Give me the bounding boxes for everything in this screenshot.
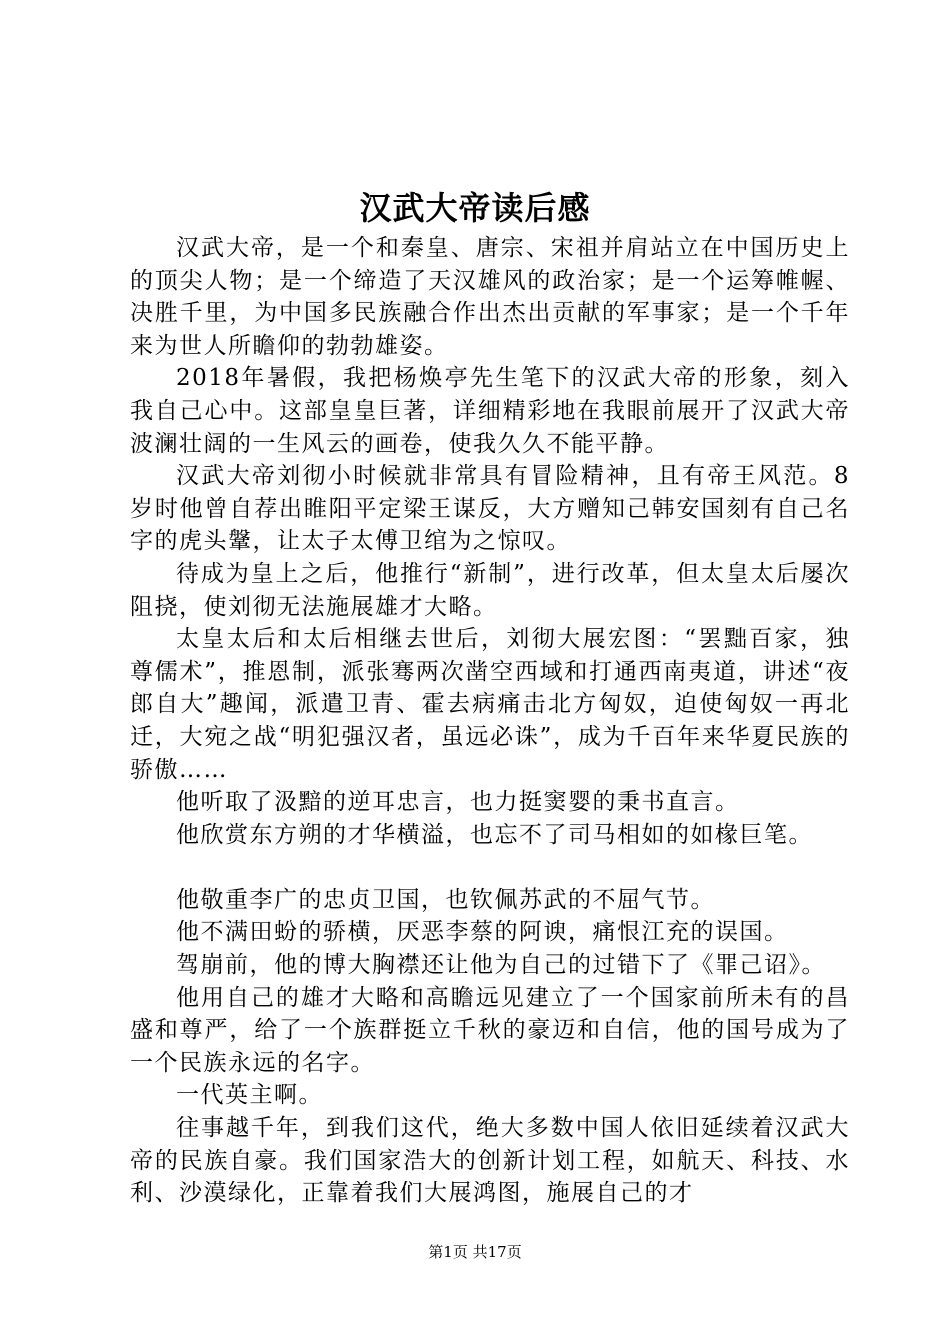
document-body (130, 232, 850, 1210)
paragraph: 他敬重李广的忠贞卫国，也钦佩苏武的不屈气节。 (176, 886, 715, 913)
paragraph: 往事越千年，到我们这代，绝大多数中国人依旧延续着汉武大帝的民族自豪。我们国家浩大的创新计划工程，如航天、科技、水利、沙漠绿化，正靠着我们大展鸿图，施展自己的才 (130, 1115, 850, 1207)
paragraph: 他欣赏东方朔的才华横溢，也忘不了司马相如的如椽巨笔。 (176, 821, 813, 848)
paragraph: 他听取了汲黯的逆耳忠言，也力挺窦婴的秉书直言。 (176, 789, 740, 816)
paragraph: 驾崩前，他的博大胸襟还让他为自己的过错下了《罪己诏》。 (176, 952, 826, 979)
page-number-footer: 第1页 共17页 (428, 1243, 522, 1261)
paragraph: 他不满田蚡的骄横，厌恶李蔡的阿谀，痛恨江充的误国。 (176, 919, 789, 946)
paragraph: 汉武大帝刘彻小时候就非常具有冒险精神，且有帝王风范。8岁时他曾自荐出睢阳平定梁王谋反，大方赠知己韩安国刻有自己名字的虎头鞶，让太子太傅卫绾为之惊叹。 (130, 463, 850, 555)
paragraph: 他用自己的雄才大略和高瞻远见建立了一个国家前所未有的昌盛和尊严，给了一个族群挺立千秋的豪迈和自信，他的国号成为了一个民族永远的名字。 (130, 984, 850, 1076)
document-title: 汉武大帝读后感 (359, 189, 591, 227)
paragraph: 汉武大帝，是一个和秦皇、唐宗、宋祖并肩站立在中国历史上的顶尖人物；是一个缔造了天汉雄风的政治家；是一个运筹帷幄、决胜千里，为中国多民族融合作出杰出贡献的军事家；是一个千年来为世人所瞻仰的勃勃雄姿。 (130, 235, 850, 359)
paragraph: 待成为皇上之后，他推行“新制”，进行改革，但太皇太后屡次阻挠，使刘彻无法施展雄才大略。 (130, 560, 850, 620)
paragraph: 2018年暑假，我把杨焕亭先生笔下的汉武大帝的形象，刻入我自己心中。这部皇皇巨著，详细精彩地在我眼前展开了汉武大帝波澜壮阔的一生风云的画卷，使我久久不能平静。 (130, 365, 850, 457)
paragraph: 一代英主啊。 (176, 1082, 323, 1109)
paragraph: 太皇太后和太后相继去世后，刘彻大展宏图：“罢黜百家，独尊儒术”，推恩制，派张骞两次凿空西域和打通西南夷道，讲述“夜郎自大”趣闻，派遣卫青、霍去病痛击北方匈奴，迫使匈奴一再北迁，大宛之战“明犯强汉者，虽远必诛”，成为千百年来华夏民族的骄傲…… (130, 626, 850, 783)
